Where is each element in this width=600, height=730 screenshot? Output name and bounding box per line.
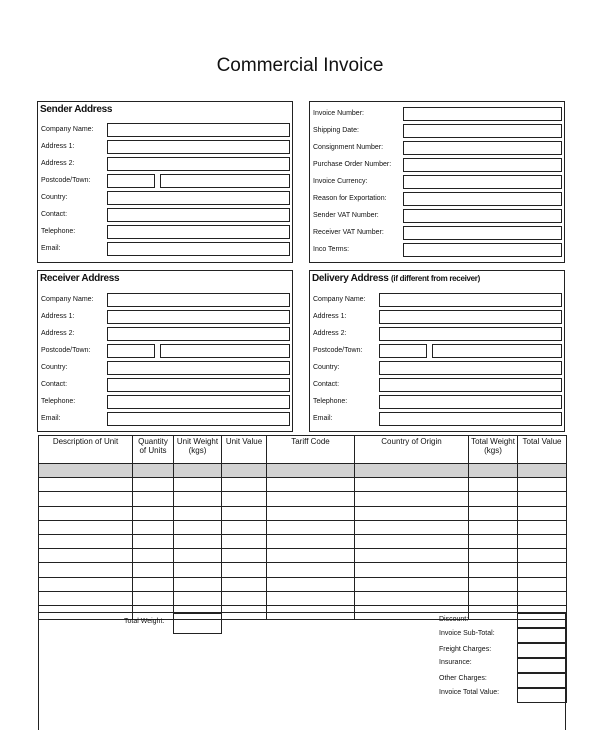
delivery-telephone-input[interactable] (379, 395, 562, 409)
cell-country-origin[interactable] (355, 591, 469, 605)
cell-total-value[interactable] (518, 563, 567, 577)
cell-country-origin[interactable] (355, 506, 469, 520)
sender-town-input[interactable] (160, 174, 290, 188)
sender-email-input[interactable] (107, 242, 290, 256)
col-total-value-header: Total Value (518, 436, 567, 464)
sender-vat-label: Sender VAT Number: (313, 212, 379, 219)
cell-unit-weight[interactable] (174, 577, 222, 591)
totals-section (38, 612, 566, 730)
inco-terms-label: Inco Terms: (313, 246, 350, 253)
col-quantity-header: Quantity of Units (133, 436, 174, 464)
cell-unit-weight[interactable] (174, 520, 222, 534)
cell-description[interactable] (39, 549, 133, 563)
delivery-contact-label: Contact: (313, 381, 340, 388)
col-unit-weight-header: Unit Weight (kgs) (174, 436, 222, 464)
items-table-body (39, 464, 567, 620)
cell-total-value[interactable] (518, 591, 567, 605)
cell-unit-value[interactable] (222, 492, 267, 506)
invoice-number-input[interactable] (403, 107, 562, 121)
cell-quantity[interactable] (133, 563, 174, 577)
purchase-order-input[interactable] (403, 158, 562, 172)
receiver-country-label: Country: (41, 364, 68, 371)
col-country-origin-header: Country of Origin (355, 436, 469, 464)
cell-total-value[interactable] (518, 492, 567, 506)
delivery-telephone-label: Telephone: (313, 398, 348, 405)
cell-description[interactable] (39, 506, 133, 520)
sender-company-input[interactable] (107, 123, 290, 137)
cell-quantity[interactable] (133, 520, 174, 534)
cell-unit-weight[interactable] (174, 478, 222, 492)
sender-telephone-label: Telephone: (41, 228, 76, 235)
items-header-row (39, 436, 567, 464)
delivery-address2-input[interactable] (379, 327, 562, 341)
total-weight-input[interactable] (173, 613, 222, 634)
invoice-total-value-label: Invoice Total Value: (439, 689, 500, 696)
delivery-address-heading (312, 273, 480, 284)
receiver-address2-label: Address 2: (41, 330, 75, 337)
delivery-heading-main: Delivery Address (312, 273, 389, 284)
sender-contact-label: Contact: (41, 211, 68, 218)
receiver-address-panel (37, 270, 293, 432)
receiver-telephone-input[interactable] (107, 395, 290, 409)
cell-tariff-code[interactable] (267, 549, 355, 563)
cell-quantity[interactable] (133, 591, 174, 605)
cell-description[interactable] (39, 577, 133, 591)
invoice-currency-label: Invoice Currency: (313, 178, 368, 185)
shipping-date-input[interactable] (403, 124, 562, 138)
col-unit-value-header: Unit Value (222, 436, 267, 464)
sender-contact-input[interactable] (107, 208, 290, 222)
receiver-contact-label: Contact: (41, 381, 68, 388)
cell-unit-value[interactable] (222, 591, 267, 605)
delivery-email-input[interactable] (379, 412, 562, 426)
cell-quantity[interactable] (133, 577, 174, 591)
delivery-address2-label: Address 2: (313, 330, 347, 337)
cell-description[interactable] (39, 492, 133, 506)
receiver-vat-label: Receiver VAT Number: (313, 229, 384, 236)
cell-total-weight[interactable] (469, 464, 518, 478)
receiver-email-label: Email: (41, 415, 61, 422)
receiver-email-input[interactable] (107, 412, 290, 426)
receiver-vat-input[interactable] (403, 226, 562, 240)
delivery-company-label: Company Name: (313, 296, 366, 303)
delivery-address1-label: Address 1: (313, 313, 347, 320)
table-row (39, 478, 567, 492)
sender-address2-label: Address 2: (41, 160, 75, 167)
sender-address1-input[interactable] (107, 140, 290, 154)
shipping-date-label: Shipping Date: (313, 127, 359, 134)
cell-total-value[interactable] (518, 549, 567, 563)
delivery-country-label: Country: (313, 364, 340, 371)
consignment-number-label: Consignment Number: (313, 144, 384, 151)
cell-unit-value[interactable] (222, 506, 267, 520)
cell-unit-weight[interactable] (174, 492, 222, 506)
col-tariff-code-header: Tariff Code (267, 436, 355, 464)
cell-unit-value[interactable] (222, 563, 267, 577)
delivery-town-input[interactable] (432, 344, 562, 358)
receiver-town-input[interactable] (160, 344, 290, 358)
delivery-postcode-label: Postcode/Town: (313, 347, 363, 354)
cell-total-weight[interactable] (469, 520, 518, 534)
table-row (39, 591, 567, 605)
invoice-subtotal-label: Invoice Sub-Total: (439, 630, 495, 637)
cell-unit-value[interactable] (222, 464, 267, 478)
receiver-postcode-input[interactable] (107, 344, 155, 358)
cell-total-weight[interactable] (469, 591, 518, 605)
cell-unit-weight[interactable] (174, 591, 222, 605)
cell-total-value[interactable] (518, 506, 567, 520)
table-row (39, 577, 567, 591)
table-row (39, 506, 567, 520)
delivery-address1-input[interactable] (379, 310, 562, 324)
cell-tariff-code[interactable] (267, 520, 355, 534)
inco-terms-input[interactable] (403, 243, 562, 257)
receiver-address2-input[interactable] (107, 327, 290, 341)
cell-country-origin[interactable] (355, 520, 469, 534)
cell-quantity[interactable] (133, 464, 174, 478)
discount-input[interactable] (517, 613, 567, 628)
other-charges-input[interactable] (517, 673, 567, 688)
reason-exportation-label: Reason for Exportation: (313, 195, 387, 202)
freight-charges-input[interactable] (517, 643, 567, 658)
cell-total-weight[interactable] (469, 534, 518, 548)
cell-description[interactable] (39, 464, 133, 478)
freight-charges-label: Freight Charges: (439, 646, 492, 653)
sender-country-input[interactable] (107, 191, 290, 205)
cell-total-value[interactable] (518, 520, 567, 534)
table-row (39, 549, 567, 563)
total-weight-label: Total Weight: (124, 618, 165, 625)
sender-email-label: Email: (41, 245, 61, 252)
cell-country-origin[interactable] (355, 577, 469, 591)
cell-unit-value[interactable] (222, 520, 267, 534)
cell-unit-value[interactable] (222, 577, 267, 591)
delivery-heading-note: (if different from receiver) (391, 274, 480, 283)
cell-total-value[interactable] (518, 534, 567, 548)
cell-country-origin[interactable] (355, 478, 469, 492)
cell-unit-weight[interactable] (174, 464, 222, 478)
cell-unit-value[interactable] (222, 534, 267, 548)
consignment-number-input[interactable] (403, 141, 562, 155)
receiver-address-heading: Receiver Address (40, 273, 120, 284)
cell-description[interactable] (39, 478, 133, 492)
cell-unit-weight[interactable] (174, 506, 222, 520)
table-row (39, 464, 567, 478)
cell-country-origin[interactable] (355, 464, 469, 478)
cell-tariff-code[interactable] (267, 478, 355, 492)
cell-country-origin[interactable] (355, 534, 469, 548)
invoice-currency-input[interactable] (403, 175, 562, 189)
col-total-weight-header: Total Weight (kgs) (469, 436, 518, 464)
cell-description[interactable] (39, 591, 133, 605)
cell-quantity[interactable] (133, 492, 174, 506)
cell-tariff-code[interactable] (267, 591, 355, 605)
delivery-address-panel (309, 270, 565, 432)
page-title: Commercial Invoice (216, 55, 384, 76)
invoice-number-label: Invoice Number: (313, 110, 364, 117)
cell-description[interactable] (39, 520, 133, 534)
delivery-email-label: Email: (313, 415, 333, 422)
cell-total-weight[interactable] (469, 563, 518, 577)
receiver-telephone-label: Telephone: (41, 398, 76, 405)
items-table (38, 435, 567, 620)
insurance-input[interactable] (517, 658, 567, 673)
sender-postcode-input[interactable] (107, 174, 155, 188)
cell-quantity[interactable] (133, 478, 174, 492)
cell-tariff-code[interactable] (267, 577, 355, 591)
cell-quantity[interactable] (133, 549, 174, 563)
cell-tariff-code[interactable] (267, 464, 355, 478)
receiver-company-label: Company Name: (41, 296, 94, 303)
cell-country-origin[interactable] (355, 492, 469, 506)
sender-telephone-input[interactable] (107, 225, 290, 239)
delivery-postcode-input[interactable] (379, 344, 427, 358)
cell-description[interactable] (39, 563, 133, 577)
sender-postcode-label: Postcode/Town: (41, 177, 91, 184)
cell-country-origin[interactable] (355, 563, 469, 577)
discount-label: Discount: (439, 616, 469, 623)
invoice-subtotal-input[interactable] (517, 628, 567, 643)
table-row (39, 563, 567, 577)
cell-total-weight[interactable] (469, 506, 518, 520)
table-row (39, 492, 567, 506)
insurance-label: Insurance: (439, 659, 472, 666)
col-description-header: Description of Unit (39, 436, 133, 464)
invoice-total-value-input[interactable] (517, 688, 567, 703)
receiver-country-input[interactable] (107, 361, 290, 375)
delivery-company-input[interactable] (379, 293, 562, 307)
receiver-address1-label: Address 1: (41, 313, 75, 320)
sender-address-panel (37, 101, 293, 263)
invoice-info-panel (309, 101, 565, 263)
reason-exportation-input[interactable] (403, 192, 562, 206)
cell-total-value[interactable] (518, 478, 567, 492)
sender-country-label: Country: (41, 194, 68, 201)
purchase-order-label: Purchase Order Number: (313, 161, 392, 168)
cell-unit-weight[interactable] (174, 563, 222, 577)
sender-address-heading: Sender Address (40, 104, 113, 115)
table-row (39, 534, 567, 548)
cell-quantity[interactable] (133, 506, 174, 520)
cell-tariff-code[interactable] (267, 506, 355, 520)
sender-company-label: Company Name: (41, 126, 94, 133)
table-row (39, 520, 567, 534)
cell-unit-value[interactable] (222, 478, 267, 492)
cell-tariff-code[interactable] (267, 534, 355, 548)
sender-vat-input[interactable] (403, 209, 562, 223)
cell-total-weight[interactable] (469, 577, 518, 591)
receiver-contact-input[interactable] (107, 378, 290, 392)
other-charges-label: Other Charges: (439, 675, 487, 682)
cell-tariff-code[interactable] (267, 492, 355, 506)
cell-tariff-code[interactable] (267, 563, 355, 577)
cell-quantity[interactable] (133, 534, 174, 548)
cell-unit-value[interactable] (222, 549, 267, 563)
receiver-address1-input[interactable] (107, 310, 290, 324)
sender-address2-input[interactable] (107, 157, 290, 171)
delivery-country-input[interactable] (379, 361, 562, 375)
cell-total-weight[interactable] (469, 492, 518, 506)
sender-address1-label: Address 1: (41, 143, 75, 150)
cell-unit-weight[interactable] (174, 534, 222, 548)
cell-total-weight[interactable] (469, 478, 518, 492)
receiver-postcode-label: Postcode/Town: (41, 347, 91, 354)
cell-total-value[interactable] (518, 464, 567, 478)
cell-unit-weight[interactable] (174, 549, 222, 563)
cell-total-weight[interactable] (469, 549, 518, 563)
receiver-company-input[interactable] (107, 293, 290, 307)
cell-country-origin[interactable] (355, 549, 469, 563)
cell-description[interactable] (39, 534, 133, 548)
delivery-contact-input[interactable] (379, 378, 562, 392)
cell-total-value[interactable] (518, 577, 567, 591)
